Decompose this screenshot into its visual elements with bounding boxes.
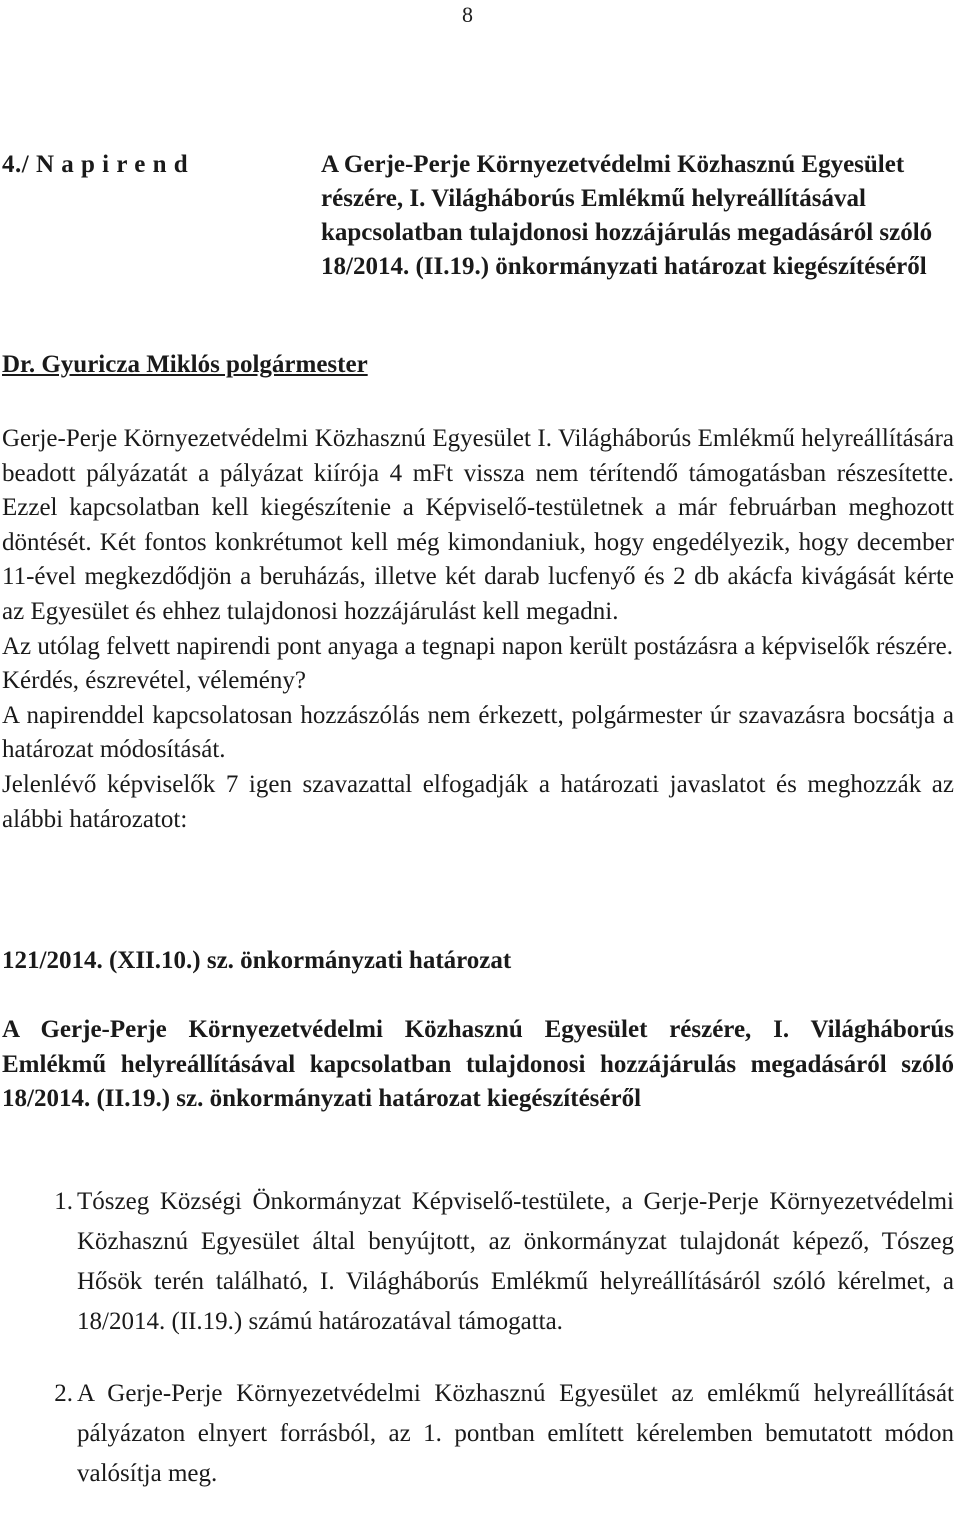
item-number: 2. [54,1380,73,1407]
body-paragraph: A napirenddel kapcsolatosan hozzászólás nem érkezett, polgármester úr szavazásra bocsátja a határozat módosítását. [2,701,954,764]
speaker-name: Dr. Gyuricza Miklós polgármester [2,351,368,378]
body-paragraph: Gerje-Perje Környezetvédelmi Közhasznú Egyesület I. Világháborús Emlékmű helyreállítására beadott pályázatát a pályázat kiírója 4 mFt vissza nem térítendő támogatásban részesítette. Ezzel kapcsolatban kell kiegészítenie a Képviselő-testületnek a már februárban meghozott döntését. Két fontos konkrétumot kell még kimondaniuk, hogy engedélyezik, hogy december 11-ével megkezdődjön a beruházás, illetve két darab lucfenyő és 2 db akácfa kivágását kérte az Egyesület és ehhez tulajdonosi hozzájárulást kell megadni. [2,425,954,625]
resolution-items [2,1182,954,1526]
body-paragraph: Jelenlévő képviselők 7 igen szavazattal elfogadják a határozati javaslatot és meghozzák az alábbi határozatot: [2,770,954,833]
minutes-body [2,422,954,837]
agenda-title: A Gerje-Perje Környezetvédelmi Közhasznú Egyesület részére, I. Világháborús Emlékmű helyreállításával kapcsolatban tulajdonosi hozzájárulás megadásáról szóló 18/2014. (II.19.) önkormányzati határozat kiegészítéséről [321,151,933,280]
item-text: Tószeg Községi Önkormányzat Képviselő-testülete, a Gerje-Perje Környezetvédelmi Közhasznú Egyesület által benyújtott, az önkormányzat tulajdonát képező, Tószeg Hősök terén található, I. Világháborús Emlékmű helyreállításáról szóló kérelmet, a 18/2014. (II.19.) számú határozatával támogatta. [77,1188,954,1335]
resolution-number: 121/2014. (XII.10.) sz. önkormányzati határozat [2,947,512,974]
resolution-item [2,1374,954,1494]
body-paragraph: Az utólag felvett napirendi pont anyaga a tegnapi napon került postázásra a képviselők részére. [2,632,954,660]
item-number: 1. [54,1188,73,1215]
agenda-label: 4./ N a p i r e n d [2,151,189,178]
body-paragraph: Kérdés, észrevétel, vélemény? [2,667,307,695]
resolution-item [2,1182,954,1342]
page-number: 8 [462,2,473,27]
resolution-title: A Gerje-Perje Környezetvédelmi Közhasznú Egyesület részére, I. Világháborús Emlékmű helyreállításával kapcsolatban tulajdonosi hozzájárulás megadásáról szóló 18/2014. (II.19.) sz. önkormányzati határozat kiegészítéséről [2,1016,954,1113]
item-text: A Gerje-Perje Környezetvédelmi Közhasznú Egyesület az emlékmű helyreállítását pályázaton elnyert forrásból, az 1. pontban említett kérelemben bemutatott módon valósítja meg. [77,1380,954,1487]
